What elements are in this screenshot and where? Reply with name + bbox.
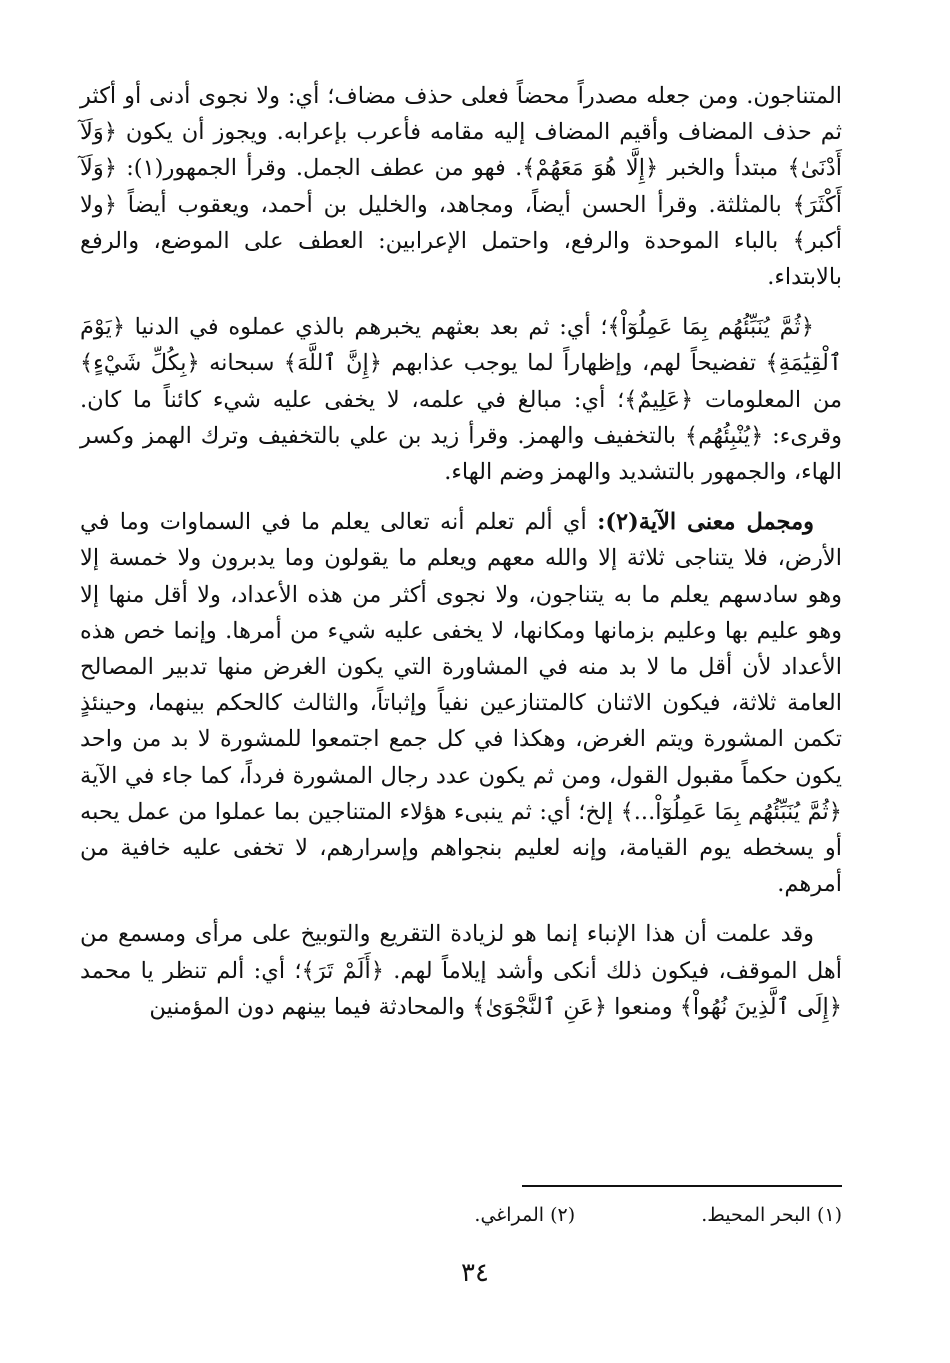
paragraph-3-heading: ومجمل معنى الآية(٢): [597,509,814,536]
main-text [80,78,842,1039]
paragraph-2-text: ﴿ثُمَّ يُنَبِّئُهُم بِمَا عَمِلُوٓاْ﴾؛ أي: ثم بعد بعثهم يخبرهم بالذي عملوه في الدنيا ﴿يَوْمَ ٱلْقِيَٰمَةِ﴾ تفضيحاً لهم، وإظهاراً لما يوجب عذابهم ﴿إِنَّ ٱللَّهَ﴾ سبحانه ﴿بِكُلِّ شَيْءٍ﴾ من المعلومات ﴿عَلِيمٌ﴾؛ أي: مبالغ في علمه، لا يخفى عليه شيء كائناً ما كان. وقرىء: ﴿يُنْبِئُهُم﴾ بالتخفيف والهمز. وقرأ زيد بن علي بالتخفيف وترك الهمز وكسر الهاء، والجمهور بالتشديد والهمز وضم الهاء. [80,314,843,486]
paragraph-2 [80,309,842,490]
footnote-1: (١) البحر المحيط. [701,1204,842,1226]
paragraph-4-text: وقد علمت أن هذا الإنباء إنما هو لزيادة التقريع والتوبيخ على مرأى ومسمع من أهل الموقف، فيكون ذلك أنكى وأشد إيلاماً لهم. ﴿أَلَمْ تَرَ﴾؛ أي: ألم تنظر يا محمد ﴿إِلَى ٱلَّذِينَ نُهُواْ﴾ ومنعوا ﴿عَنِ ٱلنَّجْوَىٰ﴾ والمحادثة فيما بينهم دون المؤمنين [80,921,842,1020]
paragraph-1-text: المتناجون. ومن جعله مصدراً محضاً فعلى حذف مضاف؛ أي: ولا نجوى أدنى أو أكثر ثم حذف المضاف وأقيم المضاف إليه مقامه فأعرب بإعرابه. ويجوز أن يكون ﴿وَلَآ أَدْنَىٰ﴾ مبتدأ والخبر ﴿إِلَّا هُوَ مَعَهُمْ﴾. فهو من عطف الجمل. وقرأ الجمهور(١): ﴿وَلَآ أَكْثَرَ﴾ بالمثلثة. وقرأ الحسن أيضاً، ومجاهد، والخليل بن أحمد، ويعقوب أيضاً ﴿ولا أكبر﴾ بالباء الموحدة والرفع، واحتمل الإعرابين: العطف على الموضع، والرفع بالابتداء. [80,83,842,291]
paragraph-3-text: أي ألم تعلم أنه تعالى يعلم ما في السماوات وما في الأرض، فلا يتناجى ثلاثة إلا والله معهم ويعلم ما يقولون وما يدبرون ولا خمسة إلا وهو سادسهم يعلم ما به يتناجون، ولا نجوى أكثر من هذه الأعداد، ولا أقل منها إلا وهو عليم بها وعليم بزمانها ومكانها، لا يخفى عليه شيء من أمرها. وإنما خص هذه الأعداد لأن أقل ما لا بد منه في المشاورة التي يكون الغرض منها تدبير المصالح العامة ثلاثة، فيكون الاثنان كالمتنازعين نفياً وإثباتاً، والثالث كالحكم بينهما، وحينئذٍ تكمن المشورة ويتم الغرض، وهكذا في كل جمع اجتمعوا للمشورة لا بد من واحد يكون حكماً مقبول القول، ومن ثم يكون عدد رجال المشورة فرداً، كما جاء في الآية ﴿ثُمَّ يُنَبِّئُهُم بِمَا عَمِلُوٓاْ...﴾ إلخ؛ أي: ثم ينبىء هؤلاء المتناجين بما عملوا من عمل يحبه أو يسخطه يوم القيامة، وإنه لعليم بنجواهم وإسرارهم، لا تخفى عليه خافية من أمرهم. [80,509,842,898]
page-number: ٣٤ [461,1258,489,1288]
footnote-2: (٢) المراغي. [474,1204,576,1226]
footnotes [142,1200,842,1230]
paragraph-1 [80,78,842,295]
footnote-divider [522,1185,842,1187]
paragraph-4 [80,916,842,1025]
paragraph-3 [80,504,842,902]
